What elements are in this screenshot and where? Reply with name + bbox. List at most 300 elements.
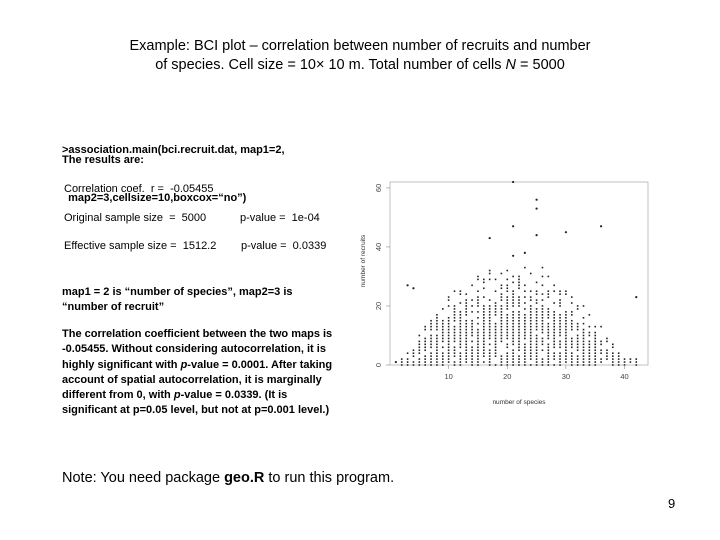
scatter-point [460,314,462,316]
x-axis [444,365,628,381]
scatter-point [430,323,432,325]
scatter-point [536,320,538,322]
scatter-point [594,355,596,357]
scatter-point [594,358,596,360]
outlier-point [565,231,567,233]
scatter-point [477,335,479,337]
scatter-point [536,358,538,360]
scatter-point [471,358,473,360]
scatter-point [548,349,550,351]
scatter-point [594,326,596,328]
scatter-point [571,344,573,346]
scatter-point [577,346,579,348]
scatter-point [401,358,403,360]
scatter-point [501,299,503,301]
scatter-point [530,364,532,366]
scatter-point [465,335,467,337]
scatter-point [553,314,555,316]
scatter-point [483,346,485,348]
scatter-point [565,323,567,325]
scatter-point [548,344,550,346]
scatter-point [589,326,591,328]
scatter-point [589,364,591,366]
scatter-point [436,329,438,331]
scatter-point [553,285,555,287]
x-tick-label: 30 [561,372,571,381]
scatter-point [454,329,456,331]
scatter-point [430,335,432,337]
command-block [62,110,285,222]
scatter-point [483,314,485,316]
scatter-point [430,358,432,360]
scatter-point [548,308,550,310]
scatter-point [506,320,508,322]
scatter-point [583,305,585,307]
scatter-point [465,355,467,357]
scatter-point [589,358,591,360]
scatter-point [501,335,503,337]
scatter-point [448,305,450,307]
scatter-point [401,361,403,363]
scatter-point [583,364,585,366]
scatter-point [448,332,450,334]
scatter-point [518,338,520,340]
scatter-point [524,267,526,269]
scatter-point [530,358,532,360]
scatter-point [530,329,532,331]
scatter-point [594,338,596,340]
x-axis-label: number of species [492,399,546,406]
scatter-point [565,335,567,337]
scatter-point [471,329,473,331]
scatter-point [565,320,567,322]
scatter-point [477,355,479,357]
scatter-point [542,311,544,313]
scatter-point [524,346,526,348]
scatter-point [477,344,479,346]
scatter-point [495,335,497,337]
scatter-point [419,344,421,346]
scatter-point [565,361,567,363]
scatter-point [600,349,602,351]
scatter-point [571,361,573,363]
scatter-point [524,332,526,334]
scatter-point [501,317,503,319]
scatter-point [530,314,532,316]
scatter-point [501,296,503,298]
scatter-point [477,332,479,334]
scatter-point [565,349,567,351]
scatter-point [465,326,467,328]
map-description [62,285,332,315]
scatter-point [430,329,432,331]
scatter-point [465,320,467,322]
scatter-point [559,344,561,346]
scatter-point [465,341,467,343]
scatter-point [571,311,573,313]
outlier-point [406,284,408,286]
scatter-point [489,270,491,272]
scatter-point [559,323,561,325]
scatter-point [501,273,503,275]
scatter-point [518,341,520,343]
scatter-point [430,344,432,346]
scatter-point [506,346,508,348]
scatter-point [530,352,532,354]
scatter-point [448,361,450,363]
scatter-point [583,332,585,334]
scatter-point [506,270,508,272]
scatter-point [506,323,508,325]
scatter-point [448,329,450,331]
scatter-point [506,332,508,334]
scatter-point [542,364,544,366]
scatter-point [512,352,514,354]
scatter-point [465,299,467,301]
scatter-point [465,346,467,348]
scatter-point [501,358,503,360]
scatter-point [530,317,532,319]
scatter-point [495,308,497,310]
scatter-point [501,338,503,340]
scatter-point [518,302,520,304]
scatter-point [583,341,585,343]
scatter-point [424,349,426,351]
scatter-point [577,341,579,343]
scatter-point [471,352,473,354]
scatter-point [577,344,579,346]
scatter-point [483,355,485,357]
scatter-point [483,279,485,281]
scatter-point [512,320,514,322]
plot-frame-rect [390,182,648,365]
scatter-point [524,285,526,287]
scatter-point [542,285,544,287]
scatter-point [442,341,444,343]
scatter-point [536,302,538,304]
scatter-point [524,314,526,316]
scatter-point [436,314,438,316]
scatter-point [483,361,485,363]
scatter-point [553,329,555,331]
scatter-point [454,308,456,310]
scatter-point [448,335,450,337]
title-line-1: Example: BCI plot – correlation between number of recruits and number [129,38,591,54]
scatter-point [413,355,415,357]
scatter-point [618,355,620,357]
scatter-point [471,299,473,301]
scatter-point [460,332,462,334]
outlier-point [512,225,514,227]
scatter-point [530,344,532,346]
page-number: 9 [668,496,676,511]
scatter-point [436,364,438,366]
scatter-point [430,320,432,322]
scatter-point [501,285,503,287]
scatter-point [489,344,491,346]
scatter-point [501,323,503,325]
scatter-point [442,308,444,310]
scatter-point [536,352,538,354]
scatter-point [419,358,421,360]
scatter-point [612,355,614,357]
scatter-point [465,344,467,346]
points-layer [401,267,637,366]
scatter-point [559,332,561,334]
scatter-point [465,302,467,304]
scatter-point [583,358,585,360]
scatter-point [477,299,479,301]
scatter-point [471,285,473,287]
scatter-point [506,329,508,331]
scatter-point [506,296,508,298]
scatter-point [524,335,526,337]
scatter-point [442,335,444,337]
scatter-point [565,314,567,316]
para-p-italic-2: p [173,389,181,402]
scatter-point [501,364,503,366]
scatter-point [606,358,608,360]
scatter-point [518,344,520,346]
scatter-point [477,323,479,325]
scatter-point [442,358,444,360]
scatter-point [419,361,421,363]
scatter-point [430,338,432,340]
scatter-point [548,329,550,331]
scatter-point [483,311,485,313]
outlier-point [512,255,514,257]
scatter-point [448,358,450,360]
scatter-point [524,329,526,331]
scatter-point [471,349,473,351]
scatter-point [477,279,479,281]
x-tick-label: 20 [503,372,512,381]
scatter-point [524,358,526,360]
scatter-point [542,305,544,307]
outlier-point [635,296,637,298]
para-sentence-1: The correlation coefficient between the two maps is -0.05455. Without considering autocorrelation, it is highly significant with [62,328,333,371]
scatter-point [559,361,561,363]
scatter-point [424,346,426,348]
scatter-point [448,320,450,322]
scatter-point [489,332,491,334]
scatter-point [495,279,497,281]
scatter-point [501,355,503,357]
scatter-point [424,355,426,357]
scatter-point [553,364,555,366]
scatter-point [512,311,514,313]
scatter-point [483,305,485,307]
scatter-point [553,355,555,357]
scatter-point [518,296,520,298]
y-tick-label: 0 [374,362,383,368]
scatter-point [548,338,550,340]
scatter-point [448,349,450,351]
scatter-point [477,296,479,298]
scatter-point [495,352,497,354]
scatter-point [465,358,467,360]
scatter-point [501,314,503,316]
scatter-point [465,293,467,295]
scatter-point [454,317,456,319]
scatter-point [489,308,491,310]
note-suffix: to run this program. [264,470,395,486]
scatter-point [536,346,538,348]
scatter-point [577,364,579,366]
scatter-point [518,355,520,357]
scatter-point [606,341,608,343]
scatter-point [524,326,526,328]
scatter-point [612,352,614,354]
scatter-point [565,344,567,346]
scatter-point [477,361,479,363]
scatter-point [524,355,526,357]
scatter-point [518,346,520,348]
scatter-point [524,317,526,319]
scatter-point [495,344,497,346]
scatter-point [548,293,550,295]
scatter-point [448,352,450,354]
scatter-point [454,361,456,363]
scatter-point [589,349,591,351]
scatter-point [477,302,479,304]
scatter-point [565,326,567,328]
scatter-point [448,296,450,298]
scatter-point [571,323,573,325]
scatter-point [518,314,520,316]
scatter-point [553,338,555,340]
scatter-point [530,290,532,292]
scatter-point [624,358,626,360]
scatter-point [460,326,462,328]
scatter-point [559,317,561,319]
scatter-point [559,320,561,322]
scatter-point [489,326,491,328]
scatter-point [600,341,602,343]
scatter-point [559,355,561,357]
scatter-point [506,279,508,281]
scatter-point [559,346,561,348]
scatter-point [442,352,444,354]
para-sentence-2: -value = 0.0001. After taking account of spatial autocorrelation, it is marginally different from 0, with [62,358,333,402]
scatter-point [559,335,561,337]
scatter-point [460,323,462,325]
scatter-point [489,279,491,281]
scatter-point [542,332,544,334]
para-sentence-3: -value = 0.0339. (It is significant at p=0.05 level, but not at p=0.001 level.) [62,389,330,417]
scatter-point [460,335,462,337]
scatter-point [542,344,544,346]
scatter-point [589,346,591,348]
scatter-point [506,361,508,363]
scatter-point [589,332,591,334]
scatter-point [589,341,591,343]
scatter-point [501,341,503,343]
scatter-point [471,332,473,334]
scatter-point [442,355,444,357]
scatter-point [460,293,462,295]
scatter-point [583,352,585,354]
scatter-point [606,355,608,357]
scatter-point [548,326,550,328]
scatter-point [489,299,491,301]
scatter-point [454,311,456,313]
scatter-point [536,364,538,366]
scatter-point [565,338,567,340]
scatter-point [518,320,520,322]
scatter-point [460,358,462,360]
scatter-point [518,335,520,337]
scatter-point [471,323,473,325]
scatter-point [506,314,508,316]
scatter-point [548,314,550,316]
scatter-point [518,317,520,319]
scatter-point [465,352,467,354]
scatter-point [489,338,491,340]
scatter-point [536,311,538,313]
scatter-point [483,335,485,337]
scatter-point [606,352,608,354]
scatter-point [524,290,526,292]
scatter-point [530,305,532,307]
scatter-point [536,326,538,328]
scatter-point [506,287,508,289]
scatter-point [571,346,573,348]
scatter-point [594,361,596,363]
y-axis [374,184,390,367]
scatter-point [618,364,620,366]
scatter-point [495,349,497,351]
scatter-point [583,355,585,357]
y-tick-label: 20 [374,301,383,311]
scatter-point [518,311,520,313]
scatter-point [530,299,532,301]
scatter-point [536,335,538,337]
scatter-point [571,341,573,343]
scatter-point [594,364,596,366]
scatter-point [471,346,473,348]
scatter-point [583,335,585,337]
scatter-point [483,341,485,343]
scatter-point [571,314,573,316]
scatter-point [512,276,514,278]
original-sample-size: Original sample size = 5000 [64,212,207,224]
scatter-point [489,323,491,325]
scatter-point [624,361,626,363]
scatter-point [542,358,544,360]
scatter-point [542,293,544,295]
scatter-point [448,338,450,340]
scatter-point [524,338,526,340]
scatter-point [536,317,538,319]
scatter-point [594,332,596,334]
para-p-italic-1: p [180,358,188,371]
scatter-point [424,326,426,328]
scatter-point [553,323,555,325]
scatter-point [559,341,561,343]
scatter-point [436,341,438,343]
scatter-point [548,358,550,360]
scatter-point [548,332,550,334]
scatter-point [571,326,573,328]
scatter-point [600,358,602,360]
scatter-point [512,305,514,307]
scatter-point [465,332,467,334]
scatter-point [548,311,550,313]
scatter-point [518,305,520,307]
scatter-point [518,323,520,325]
outlier-point [412,287,414,289]
